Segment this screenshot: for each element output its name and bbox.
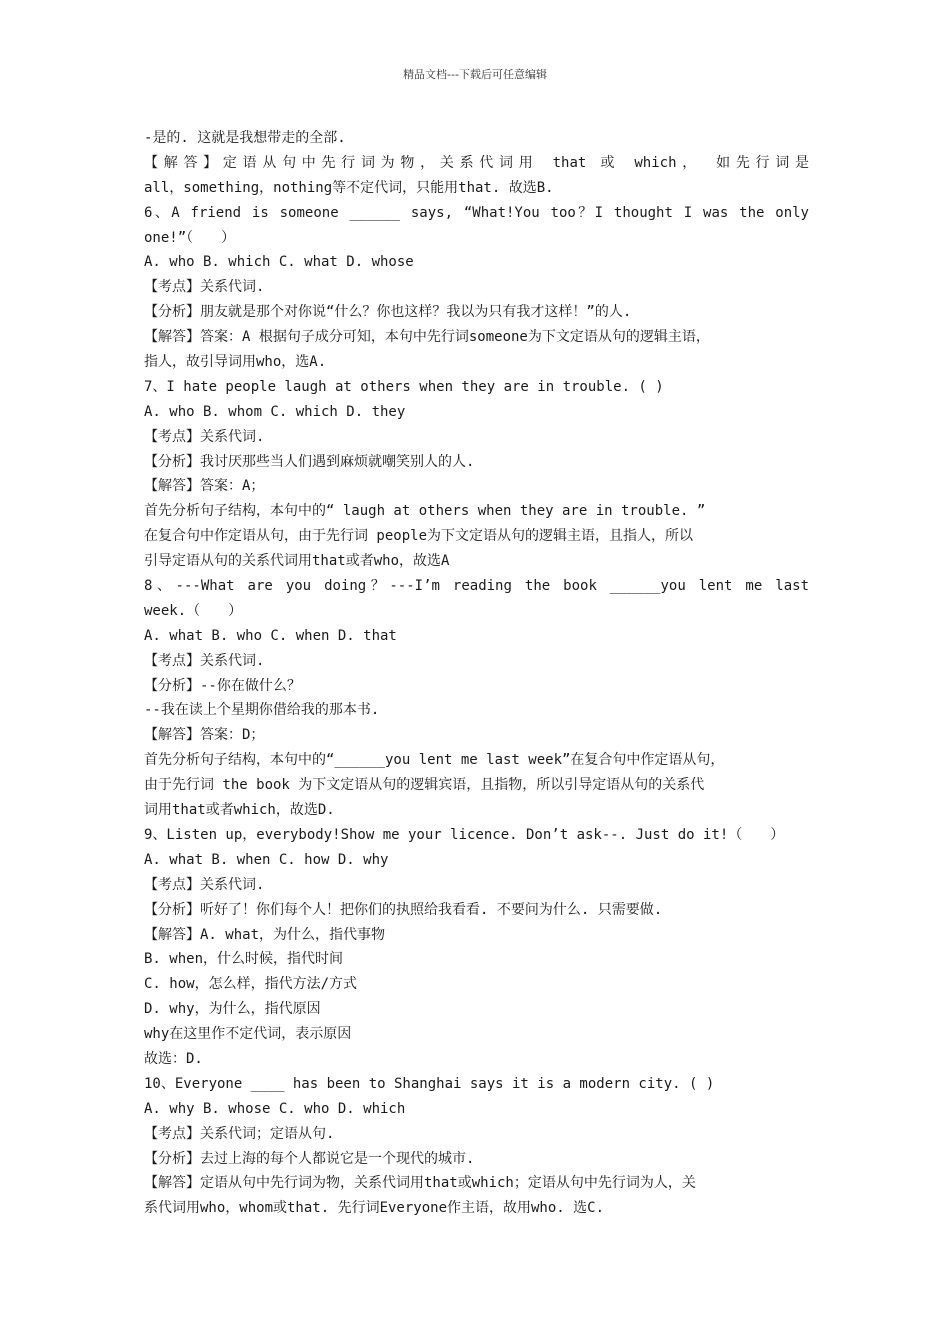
page-header: 精品文档---下载后可任意编辑: [403, 68, 547, 81]
text-line: one!”（ ）: [144, 229, 236, 246]
text-line: A. who B. whom C. which D. they: [144, 403, 406, 420]
text-line: week.（ ）: [144, 602, 243, 619]
text-line: 【分析】听好了！你们每个人！把你们的执照给我看看. 不要问为什么. 只需要做.: [144, 901, 663, 918]
text-line: 8、---What are you doing？---I’m reading the book ______you lent me last: [144, 578, 809, 595]
text-line: 引导定语从句的关系代词用that或者who，故选A: [144, 553, 450, 570]
text-line: -是的. 这就是我想带走的全部.: [144, 130, 346, 146]
text-line: 指人，故引导词用who，选A.: [144, 354, 327, 371]
text-line: 在复合句中作定语从句，由于先行词 people为下文定语从句的逻辑主语，且指人，所以: [144, 528, 693, 545]
text-line: 【分析】我讨厌那些当人们遇到麻烦就嘲笑别人的人.: [144, 453, 475, 470]
text-line: A. what B. who C. when D. that: [144, 627, 397, 644]
text-line: A. who B. which C. what D. whose: [144, 254, 414, 271]
text-line: all，something，nothing等不定代词，只能用that. 故选B.: [144, 179, 554, 196]
text-line: 【解答】定语从句中先行词为物，关系代词用that或which；定语从句中先行词为人，关: [144, 1175, 696, 1192]
text-line: --我在读上个星期你借给我的那本书.: [144, 702, 380, 719]
text-line: 9、Listen up，everybody!Show me your licence. Don’t ask--. Just do it!（ ）: [144, 826, 785, 843]
text-line: 【分析】--你在做什么？: [144, 677, 301, 694]
text-line: 【考点】关系代词.: [144, 428, 265, 445]
document-body: [144, 126, 809, 1221]
text-line: D. why，为什么，指代原因: [144, 1001, 321, 1018]
text-line: 首先分析句子结构，本句中的“______you lent me last week”在复合句中作定语从句，: [144, 752, 725, 769]
text-line: A. why B. whose C. who D. which: [144, 1100, 406, 1117]
text-line: 6、A friend is someone ______ says, “What!You too？I thought I was the only: [144, 204, 809, 221]
text-line: 【解答】定语从句中先行词为物，关系代词用 that 或 which， 如先行词是: [144, 154, 809, 171]
text-line: 由于先行词 the book 为下文定语从句的逻辑宾语，且指物，所以引导定语从句的关系代: [144, 777, 705, 794]
text-line: 首先分析句子结构，本句中的“ laugh at others when they are in trouble. ”: [144, 503, 706, 520]
text-line: 【分析】朋友就是那个对你说“什么？你也这样？我以为只有我才这样！”的人.: [144, 304, 632, 321]
text-line: 【解答】答案：D；: [144, 727, 265, 744]
text-line: 【解答】A. what，为什么，指代事物: [144, 926, 386, 943]
text-line: why在这里作不定代词，表示原因: [144, 1026, 352, 1043]
text-line: 【解答】答案：A；: [144, 478, 265, 495]
text-line: 7、I hate people laugh at others when they are in trouble. ( ): [144, 378, 664, 395]
text-line: 词用that或者which，故选D.: [144, 802, 335, 819]
text-line: 故选：D.: [144, 1050, 203, 1067]
text-line: 10、Everyone ____ has been to Shanghai says it is a modern city. ( ): [144, 1075, 715, 1092]
text-line: 【考点】关系代词；定语从句.: [144, 1125, 335, 1142]
text-line: 系代词用who，whom或that. 先行词Everyone作主语，故用who. 选C.: [144, 1200, 605, 1217]
text-line: 【分析】去过上海的每个人都说它是一个现代的城市.: [144, 1150, 475, 1167]
text-line: C. how，怎么样，指代方法/方式: [144, 976, 358, 993]
text-line: 【考点】关系代词.: [144, 876, 265, 893]
text-line: 【考点】关系代词.: [144, 652, 265, 669]
text-line: A. what B. when C. how D. why: [144, 851, 389, 868]
text-line: 【考点】关系代词.: [144, 279, 265, 296]
text-line: B. when，什么时候，指代时间: [144, 951, 344, 968]
text-line: 【解答】答案：A 根据句子成分可知，本句中先行词someone为下文定语从句的逻辑主语，: [144, 329, 710, 346]
